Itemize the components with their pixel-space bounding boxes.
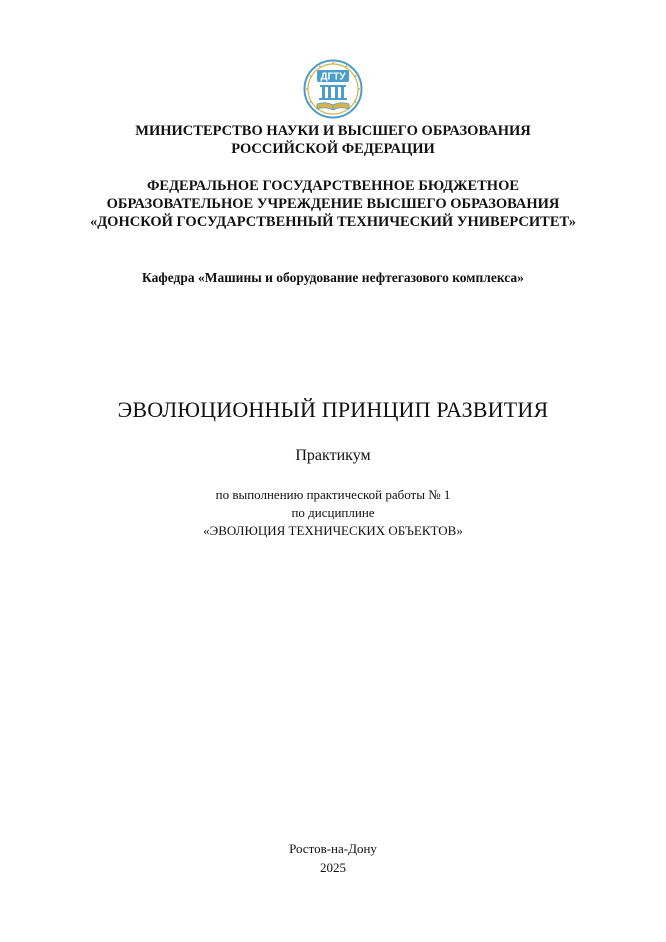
document-subtitle: Практикум [295, 447, 371, 464]
city: Ростов-на-Дону [289, 841, 377, 856]
logo-text: ДГТУ [320, 71, 346, 83]
description-line-2: по дисциплине [291, 505, 375, 520]
document-title: ЭВОЛЮЦИОННЫЙ ПРИНЦИП РАЗВИТИЯ [117, 397, 549, 422]
description-line-1: по выполнению практической работы № 1 [215, 487, 451, 502]
institution-line-3: «ДОНСКОЙ ГОСУДАРСТВЕННЫЙ ТЕХНИЧЕСКИЙ УНИВЕРСИТЕТ» [89, 214, 577, 230]
year: 2025 [320, 860, 346, 875]
description-line-3: «ЭВОЛЮЦИЯ ТЕХНИЧЕСКИХ ОБЪЕКТОВ» [203, 523, 463, 538]
ministry-line-2: РОССИЙСКОЙ ФЕДЕРАЦИИ [231, 141, 435, 157]
department-name: Кафедра «Машины и оборудование нефтегазового комплекса» [142, 270, 524, 285]
university-logo [303, 58, 363, 120]
institution-line-1: ФЕДЕРАЛЬНОЕ ГОСУДАРСТВЕННОЕ БЮДЖЕТНОЕ [146, 178, 520, 194]
ministry-line-1: МИНИСТЕРСТВО НАУКИ И ВЫСШЕГО ОБРАЗОВАНИЯ [135, 123, 531, 139]
institution-line-2: ОБРАЗОВАТЕЛЬНОЕ УЧРЕЖДЕНИЕ ВЫСШЕГО ОБРАЗОВАНИЯ [106, 196, 560, 212]
